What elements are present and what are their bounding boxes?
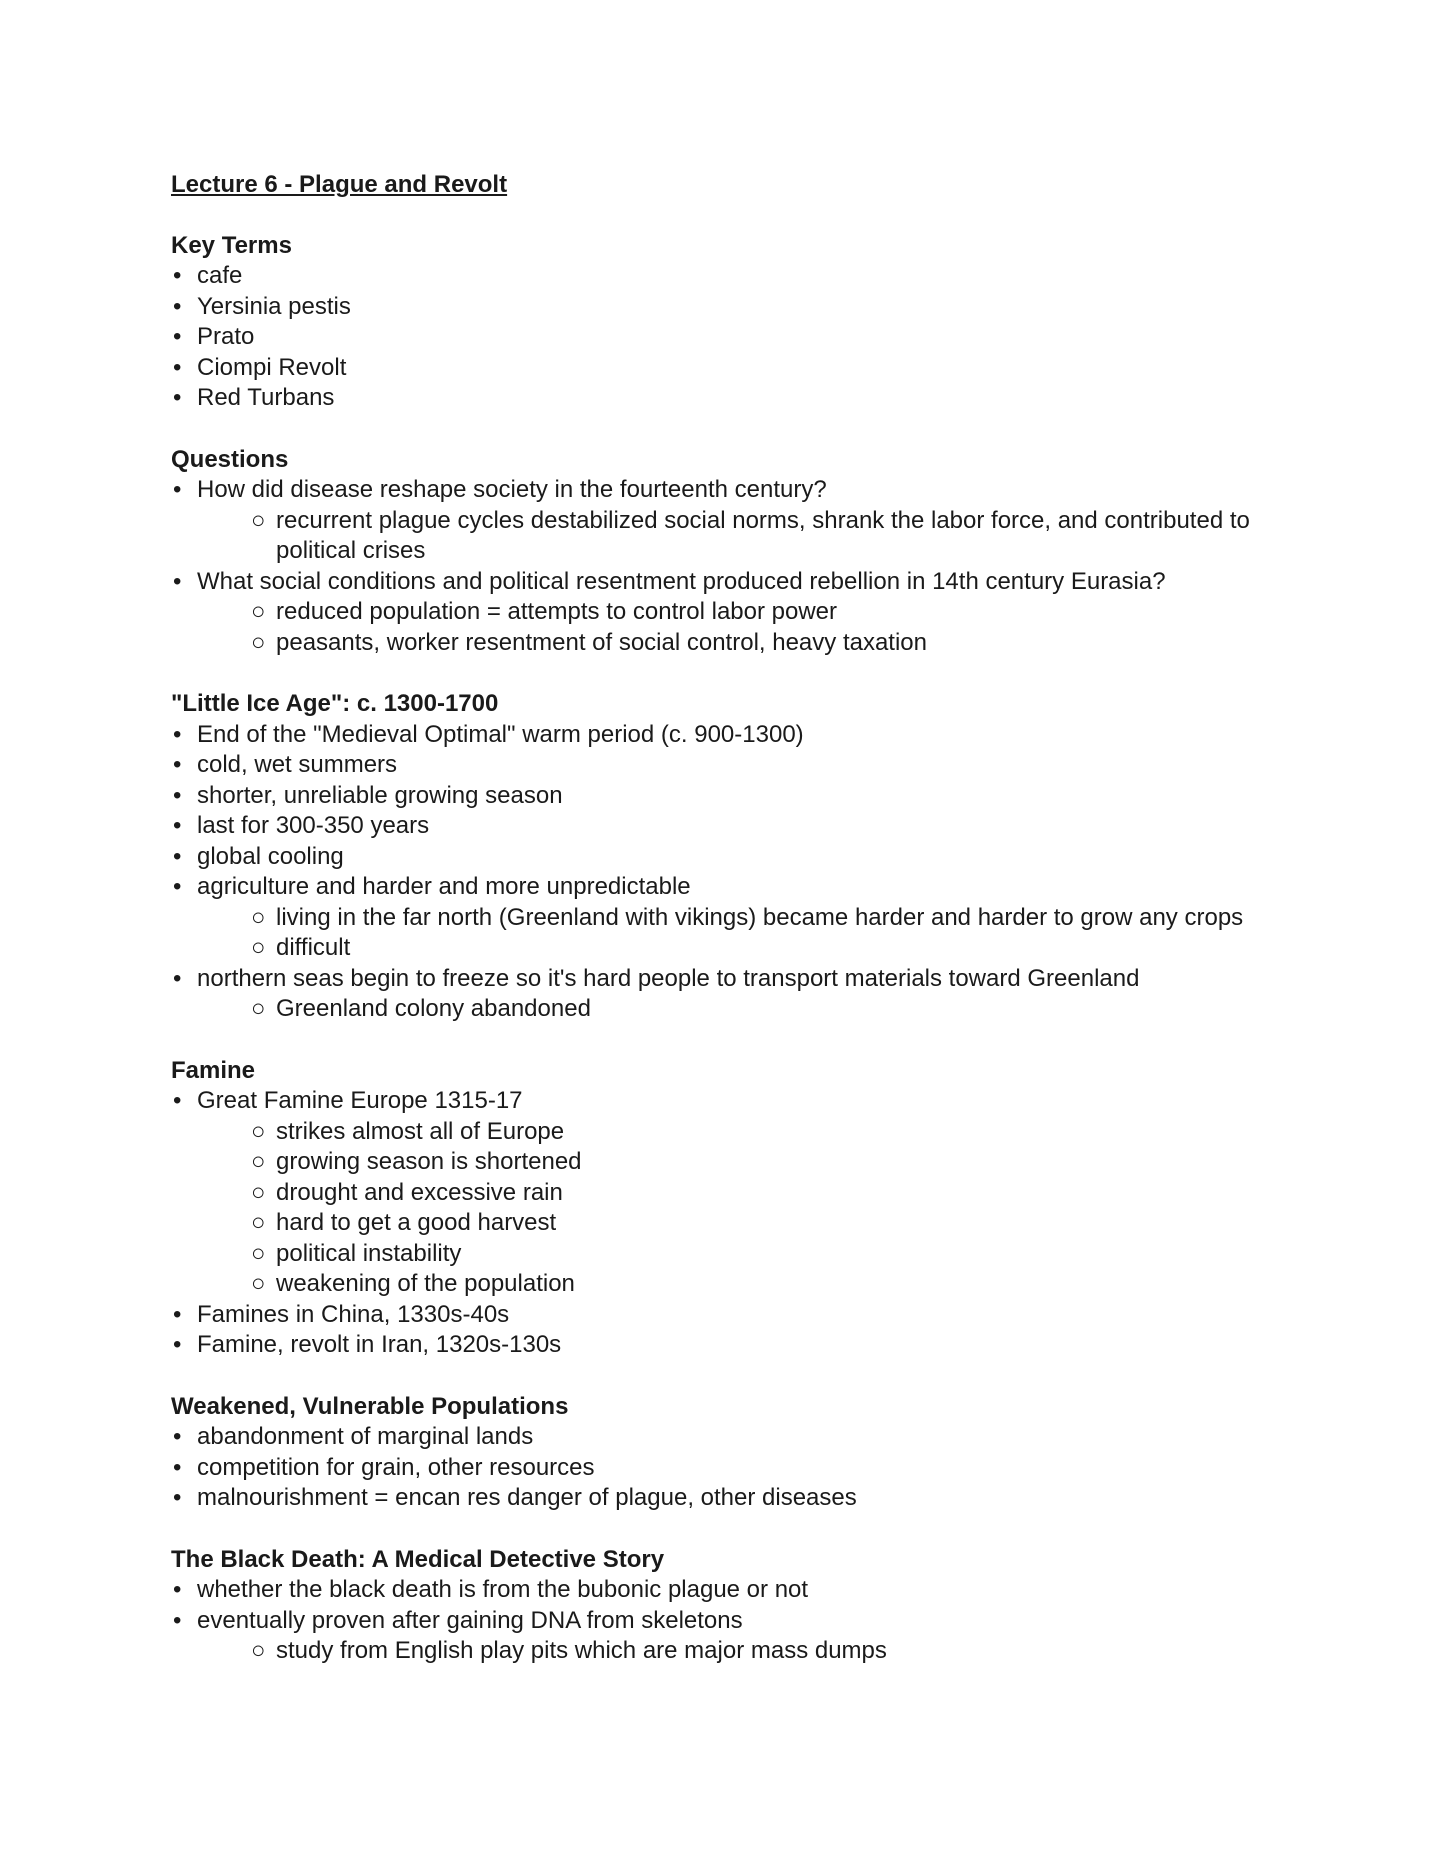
sub-list-item — [197, 1178, 1301, 1209]
list-item — [171, 1422, 1301, 1453]
list-item — [171, 567, 1301, 659]
bullet-icon: • — [173, 1606, 182, 1634]
bullet-icon: • — [173, 1484, 182, 1511]
section — [171, 1392, 1301, 1514]
list-item-text: Yersinia pestis — [197, 292, 351, 320]
sub-list-item — [197, 994, 1301, 1025]
sub-bullet-list — [197, 597, 1301, 658]
bullet-icon: • — [173, 292, 182, 320]
sub-list-item — [197, 506, 1301, 567]
list-item — [171, 1483, 1301, 1514]
bullet-icon: • — [173, 720, 182, 748]
bullet-list — [171, 1575, 1301, 1667]
sub-list-item — [197, 1208, 1301, 1239]
sub-bullet-list — [197, 506, 1301, 567]
section-heading: The Black Death: A Medical Detective Story — [171, 1545, 665, 1573]
sub-bullet-list — [197, 1636, 1301, 1667]
list-item-text: malnourishment = encan res danger of plague, other diseases — [197, 1484, 857, 1511]
sub-list-item-text: Greenland colony abandoned — [276, 995, 591, 1022]
list-item — [171, 353, 1301, 384]
hollow-circle-icon: ○ — [251, 1178, 266, 1206]
sub-bullet-list — [197, 903, 1301, 964]
section — [171, 445, 1301, 659]
sub-bullet-list — [197, 1117, 1301, 1300]
section — [171, 689, 1301, 1025]
sub-list-item-text: hard to get a good harvest — [276, 1209, 557, 1236]
list-item-text: cafe — [197, 262, 243, 289]
document-title: Lecture 6 - Plague and Revolt — [171, 171, 508, 198]
section-heading: Key Terms — [171, 231, 292, 259]
sub-list-item-text: strikes almost all of Europe — [276, 1117, 565, 1145]
list-item — [171, 1575, 1301, 1606]
list-item-text: eventually proven after gaining DNA from skeletons — [197, 1606, 743, 1634]
list-item-text: last for 300-350 years — [197, 812, 430, 839]
list-item — [171, 842, 1301, 873]
sub-list-item — [197, 1117, 1301, 1148]
bullet-icon: • — [173, 812, 182, 839]
hollow-circle-icon: ○ — [251, 1270, 266, 1297]
bullet-icon: • — [173, 1300, 182, 1328]
section-heading: Famine — [171, 1056, 256, 1084]
bullet-icon: • — [173, 751, 182, 778]
bullet-icon: • — [173, 873, 182, 900]
sub-list-item — [197, 1636, 1301, 1667]
list-item — [171, 383, 1301, 414]
hollow-circle-icon: ○ — [251, 628, 266, 656]
sub-list-item — [197, 933, 1301, 964]
section — [171, 1056, 1301, 1361]
list-item — [171, 720, 1301, 751]
list-item-text: global cooling — [197, 842, 344, 870]
list-item-text: northern seas begin to freeze so it's hard people to transport materials toward Greenland — [197, 964, 1140, 992]
sub-bullet-list — [197, 994, 1301, 1025]
bullet-icon: • — [173, 476, 182, 503]
section — [171, 1545, 1301, 1667]
sub-list-item-text: study from English play pits which are major mass dumps — [276, 1637, 887, 1664]
list-item — [171, 964, 1301, 1025]
hollow-circle-icon: ○ — [251, 903, 266, 931]
bullet-icon: • — [173, 567, 182, 595]
list-item — [171, 1086, 1301, 1300]
hollow-circle-icon: ○ — [251, 1117, 266, 1145]
section — [171, 231, 1301, 414]
bullet-icon: • — [173, 353, 182, 381]
bullet-list — [171, 720, 1301, 1025]
bullet-list — [171, 475, 1301, 658]
bullet-list — [171, 261, 1301, 414]
sub-list-item-text: weakening of the population — [276, 1270, 575, 1297]
bullet-icon: • — [173, 1576, 182, 1603]
section-heading: "Little Ice Age": c. 1300-1700 — [171, 690, 499, 717]
sub-list-item-text: peasants, worker resentment of social control, heavy taxation — [276, 628, 927, 656]
sections-container — [171, 231, 1301, 1667]
hollow-circle-icon: ○ — [251, 995, 266, 1022]
bullet-list — [171, 1422, 1301, 1514]
list-item-text: cold, wet summers — [197, 751, 398, 778]
list-item-text: Great Famine Europe 1315-17 — [197, 1087, 523, 1114]
bullet-icon: • — [173, 842, 182, 870]
bullet-icon: • — [173, 1331, 182, 1358]
sub-list-item-text: reduced population = attempts to control labor power — [276, 598, 838, 625]
list-item — [171, 781, 1301, 812]
sub-list-item — [197, 903, 1301, 934]
hollow-circle-icon: ○ — [251, 1239, 266, 1267]
list-item — [171, 872, 1301, 964]
list-item-text: What social conditions and political resentment produced rebellion in 14th century Eurasia? — [197, 567, 1166, 595]
bullet-icon: • — [173, 262, 182, 289]
sub-list-item-text: difficult — [276, 934, 351, 961]
list-item — [171, 1330, 1301, 1361]
bullet-icon: • — [173, 1087, 182, 1114]
document-page — [171, 170, 1301, 1698]
list-item-text: competition for grain, other resources — [197, 1453, 595, 1481]
list-item — [171, 261, 1301, 292]
sub-list-item-text: recurrent plague cycles destabilized social norms, shrank the labor force, and contributed to political crises — [276, 506, 1250, 564]
list-item-text: Ciompi Revolt — [197, 353, 347, 381]
hollow-circle-icon: ○ — [251, 1148, 266, 1175]
list-item — [171, 1606, 1301, 1667]
hollow-circle-icon: ○ — [251, 1637, 266, 1664]
sub-list-item-text: political instability — [276, 1239, 462, 1267]
list-item-text: Famines in China, 1330s-40s — [197, 1300, 510, 1328]
section-heading: Questions — [171, 445, 289, 473]
list-item — [171, 750, 1301, 781]
bullet-icon: • — [173, 323, 182, 350]
bullet-icon: • — [173, 1453, 182, 1481]
list-item-text: Prato — [197, 323, 255, 350]
bullet-icon: • — [173, 1423, 182, 1450]
list-item-text: abandonment of marginal lands — [197, 1423, 534, 1450]
hollow-circle-icon: ○ — [251, 506, 266, 534]
sub-list-item-text: living in the far north (Greenland with vikings) became harder and harder to grow any crops — [276, 903, 1244, 931]
sub-list-item — [197, 628, 1301, 659]
hollow-circle-icon: ○ — [251, 934, 266, 961]
sub-list-item-text: drought and excessive rain — [276, 1178, 563, 1206]
sub-list-item — [197, 1147, 1301, 1178]
list-item-text: whether the black death is from the bubonic plague or not — [197, 1576, 809, 1603]
list-item-text: shorter, unreliable growing season — [197, 781, 563, 809]
sub-list-item-text: growing season is shortened — [276, 1148, 582, 1175]
list-item-text: Red Turbans — [197, 384, 335, 411]
sub-list-item — [197, 1269, 1301, 1300]
list-item — [171, 292, 1301, 323]
list-item — [171, 1453, 1301, 1484]
section-heading: Weakened, Vulnerable Populations — [171, 1392, 569, 1420]
hollow-circle-icon: ○ — [251, 598, 266, 625]
list-item — [171, 322, 1301, 353]
list-item-text: How did disease reshape society in the fourteenth century? — [197, 476, 827, 503]
list-item-text: End of the "Medieval Optimal" warm period (c. 900-1300) — [197, 720, 804, 748]
bullet-list — [171, 1086, 1301, 1361]
bullet-icon: • — [173, 781, 182, 809]
sub-list-item — [197, 597, 1301, 628]
bullet-icon: • — [173, 964, 182, 992]
list-item-text: Famine, revolt in Iran, 1320s-130s — [197, 1331, 562, 1358]
hollow-circle-icon: ○ — [251, 1209, 266, 1236]
list-item — [171, 811, 1301, 842]
sub-list-item — [197, 1239, 1301, 1270]
list-item — [171, 1300, 1301, 1331]
bullet-icon: • — [173, 384, 182, 411]
list-item-text: agriculture and harder and more unpredictable — [197, 873, 691, 900]
list-item — [171, 475, 1301, 567]
